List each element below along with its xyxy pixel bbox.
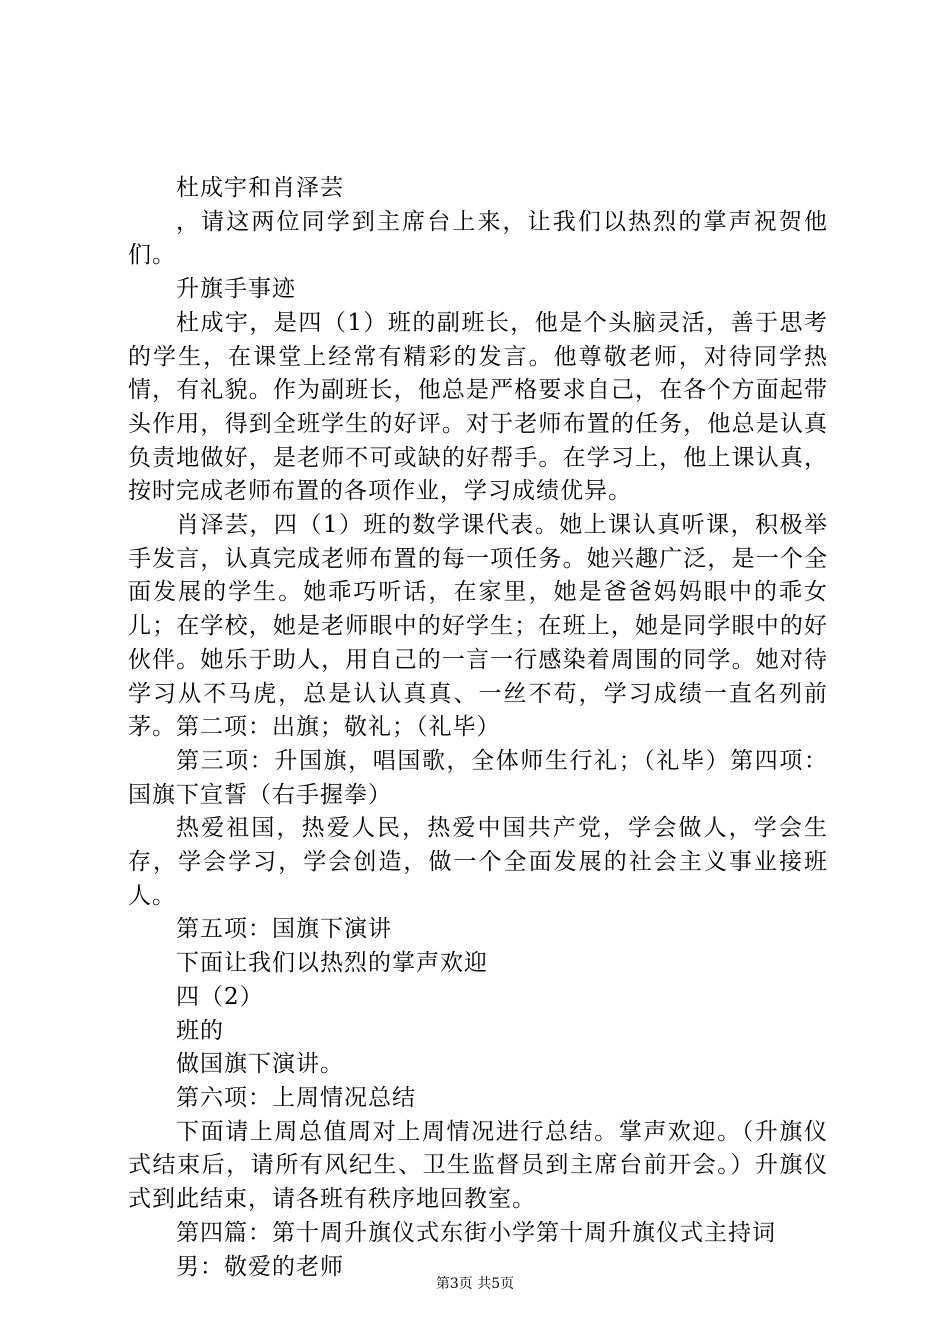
paragraph-welcome: 下面让我们以热烈的掌声欢迎: [176, 950, 488, 977]
paragraph-xiao-zeyun: 肖泽芸，四（1）班的数学课代表。她上课认真听课，积极举手发言，认真完成老师布置的每一项任务。她兴趣广泛，是一个全面发展的学生。她乖巧听话，在家里，她是爸爸妈妈眼中的乖女儿；在学校，她是老师眼中的好学生；在班上，她是同学眼中的好伙伴。她乐于助人，用自己的一言一行感染着周围的同学。她对待学习从不马虎，总是认认真真、一丝不苟，学习成绩一直名列前茅。第二项：出旗；敬礼；（礼毕）: [128, 512, 828, 741]
paragraph-speech: 做国旗下演讲。: [176, 1051, 344, 1078]
paragraph-oath: 热爱祖国，热爱人民，热爱中国共产党，学会做人，学会生存，学会学习，学会创造，做一个全面发展的社会主义事业接班人。: [128, 815, 828, 909]
paragraph-item-five: 第五项：国旗下演讲: [176, 916, 392, 943]
paragraph-item-six: 第六项：上周情况总结: [176, 1084, 416, 1111]
paragraph-item-three: 第三项：升国旗，唱国歌，全体师生行礼；（礼毕）第四项：国旗下宣誓（右手握拳）: [128, 747, 828, 808]
paragraph-class: 四（2）: [176, 983, 264, 1010]
paragraph-male-host: 男：敬爱的老师: [176, 1253, 344, 1280]
document-body: [128, 172, 828, 1284]
paragraph-chapter-four: 第四篇：第十周升旗仪式东街小学第十周升旗仪式主持词: [176, 1219, 776, 1246]
page-footer: 第3页 共5页: [435, 1276, 515, 1292]
paragraph-class-of: 班的: [176, 1017, 224, 1044]
paragraph-summary: 下面请上周总值周对上周情况进行总结。掌声欢迎。（升旗仪式结束后，请所有风纪生、卫生监督员到主席台前开会。）升旗仪式到此结束，请各班有秩序地回教室。: [128, 1118, 828, 1213]
paragraph-heading-deeds: 升旗手事迹: [176, 276, 296, 303]
paragraph-names: 杜成宇和肖泽芸: [176, 175, 344, 201]
paragraph-invitation: ，请这两位同学到主席台上来，让我们以热烈的掌声祝贺他们。: [128, 208, 828, 269]
paragraph-du-chengyu: 杜成宇，是四（1）班的副班长，他是个头脑灵活，善于思考的学生，在课堂上经常有精彩的发言。他尊敬老师，对待同学热情，有礼貌。作为副班长，他总是严格要求自己，在各个方面起带头作用，得到全班学生的好评。对于老师布置的任务，他总是认真负责地做好，是老师不可或缺的好帮手。在学习上，他上课认真，按时完成老师布置的各项作业，学习成绩优异。: [128, 309, 828, 505]
